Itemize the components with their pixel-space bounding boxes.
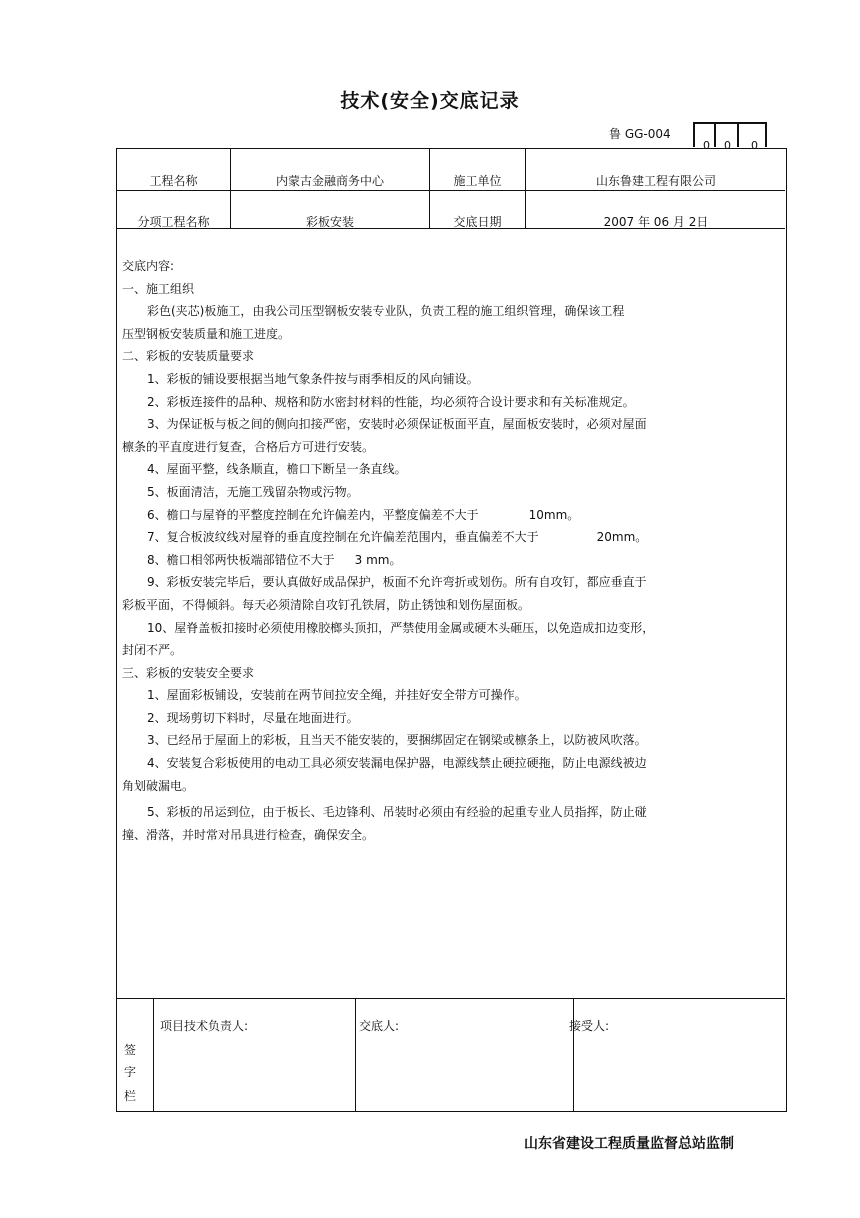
subproject-value: 彩板安装: [305, 215, 354, 229]
subproject-label: 分项工程名称: [137, 215, 210, 229]
paragraph: 彩色(夹芯)板施工，由我公司压型钢板安装专业队，负责工程的施工组织管理，确保该工程: [147, 304, 625, 319]
list-item-continued: 封闭不严。: [122, 643, 183, 658]
paragraph: 压型钢板安装质量和施工进度。: [122, 326, 291, 341]
list-item-continued: 彩板平面，不得倾斜。每天必须清除自攻钉孔铁屑，防止锈蚀和划伤屋面板。: [122, 597, 531, 612]
list-item-text: 7、复合板波纹线对屋脊的垂直度控制在允许偏差范围内，垂直偏差不大于: [147, 530, 539, 545]
form-code: 鲁 GG-004: [609, 127, 671, 141]
section-title: 一、施工组织: [122, 281, 195, 296]
list-item: 5、彩板的吊运到位，由于板长、毛边锋利、吊装时必须由有经验的起重专业人员指挥，防止碰: [147, 805, 647, 820]
list-item: [122, 526, 722, 549]
code-digit: 0: [703, 139, 710, 152]
receiver-signature-label: 接受人:: [569, 1019, 610, 1033]
code-box-1: [693, 122, 716, 152]
tolerance-value: 3 mm。: [354, 552, 402, 567]
tolerance-value: 10mm。: [528, 507, 580, 522]
list-item: 4、安装复合彩板使用的电动工具必须安装漏电保护器，电源线禁止硬拉硬拖，防止电源线被边: [147, 756, 647, 771]
list-item: 2、彩板连接件的品种、规格和防水密封材料的性能，均必须符合设计要求和有关标准规定。: [147, 394, 635, 409]
list-item: 4、屋面平整，线条顺直，檐口下断呈一条直线。: [147, 462, 407, 477]
tolerance-value: 20mm。: [596, 530, 648, 545]
issuer-footer: 山东省建设工程质量监督总站监制: [524, 1136, 734, 1152]
list-item-text: 8、檐口相邻两快板端部错位不大于: [147, 552, 335, 567]
list-item: 3、已经吊于屋面上的彩板，且当天不能安装的，要捆绑固定在钢梁或檩条上，以防被风吹落。: [147, 733, 647, 748]
list-item: 2、现场剪切下料时，尽量在地面进行。: [147, 710, 359, 725]
signature-label-char: 栏: [124, 1089, 137, 1103]
section-title: 二、彩板的安装质量要求: [122, 349, 255, 364]
list-item: [122, 549, 722, 572]
code-box-3: [739, 122, 767, 152]
row-divider: [117, 190, 785, 191]
row-divider: [117, 998, 785, 999]
contractor-value: 山东鲁建工程有限公司: [595, 174, 716, 188]
signature-label-char: 字: [124, 1065, 137, 1079]
col-divider: [153, 998, 154, 1112]
list-item-text: 6、檐口与屋脊的平整度控制在允许偏差内，平整度偏差不大于: [147, 507, 479, 522]
list-item-continued: 撞、滑落，并时常对吊具进行检查，确保安全。: [122, 827, 375, 842]
project-name-value: 内蒙古金融商务中心: [275, 174, 384, 188]
col-divider: [573, 998, 574, 1112]
list-item: 9、彩板安装完毕后，要认真做好成品保护，板面不允许弯折或划伤。所有自攻钉，都应垂直于: [147, 575, 647, 590]
date-label: 交底日期: [453, 215, 502, 229]
briefing-content: [122, 255, 722, 846]
list-item: 10、屋脊盖板扣接时必须使用橡胶榔头顶扣，严禁使用金属或硬木头砸压，以免造成扣边变形，: [147, 620, 655, 635]
list-item: 3、为保证板与板之间的侧向扣接严密，安装时必须保证板面平直，屋面板安装时，必须对屋面: [147, 417, 647, 432]
project-name-label: 工程名称: [149, 174, 198, 188]
signature-label-char: 签: [124, 1043, 137, 1057]
code-digit: 0: [751, 139, 758, 152]
presenter-signature-label: 交底人:: [359, 1019, 400, 1033]
section-title: 三、彩板的安装安全要求: [122, 665, 255, 680]
date-value: 2007 年 06 月 2日: [603, 215, 709, 229]
tech-lead-signature-label: 项目技术负责人:: [160, 1019, 249, 1033]
list-item: [122, 504, 722, 527]
list-item-continued: 角划破漏电。: [122, 778, 195, 793]
list-item: 5、板面清洁，无施工残留杂物或污物。: [147, 484, 359, 499]
contractor-label: 施工单位: [453, 174, 502, 188]
list-item: 1、屋面彩板铺设，安装前在两节间拉安全绳，并挂好安全带方可操作。: [147, 688, 527, 703]
content-heading: 交底内容:: [122, 259, 175, 273]
document-title: 技术(安全)交底记录: [340, 90, 520, 112]
code-box-2: [716, 122, 739, 152]
code-digit: 0: [724, 139, 731, 152]
col-divider: [355, 998, 356, 1112]
list-item-continued: 檩条的平直度进行复查，合格后方可进行安装。: [122, 439, 375, 454]
list-item: 1、彩板的铺设要根据当地气象条件按与雨季相反的风向铺设。: [147, 371, 479, 386]
